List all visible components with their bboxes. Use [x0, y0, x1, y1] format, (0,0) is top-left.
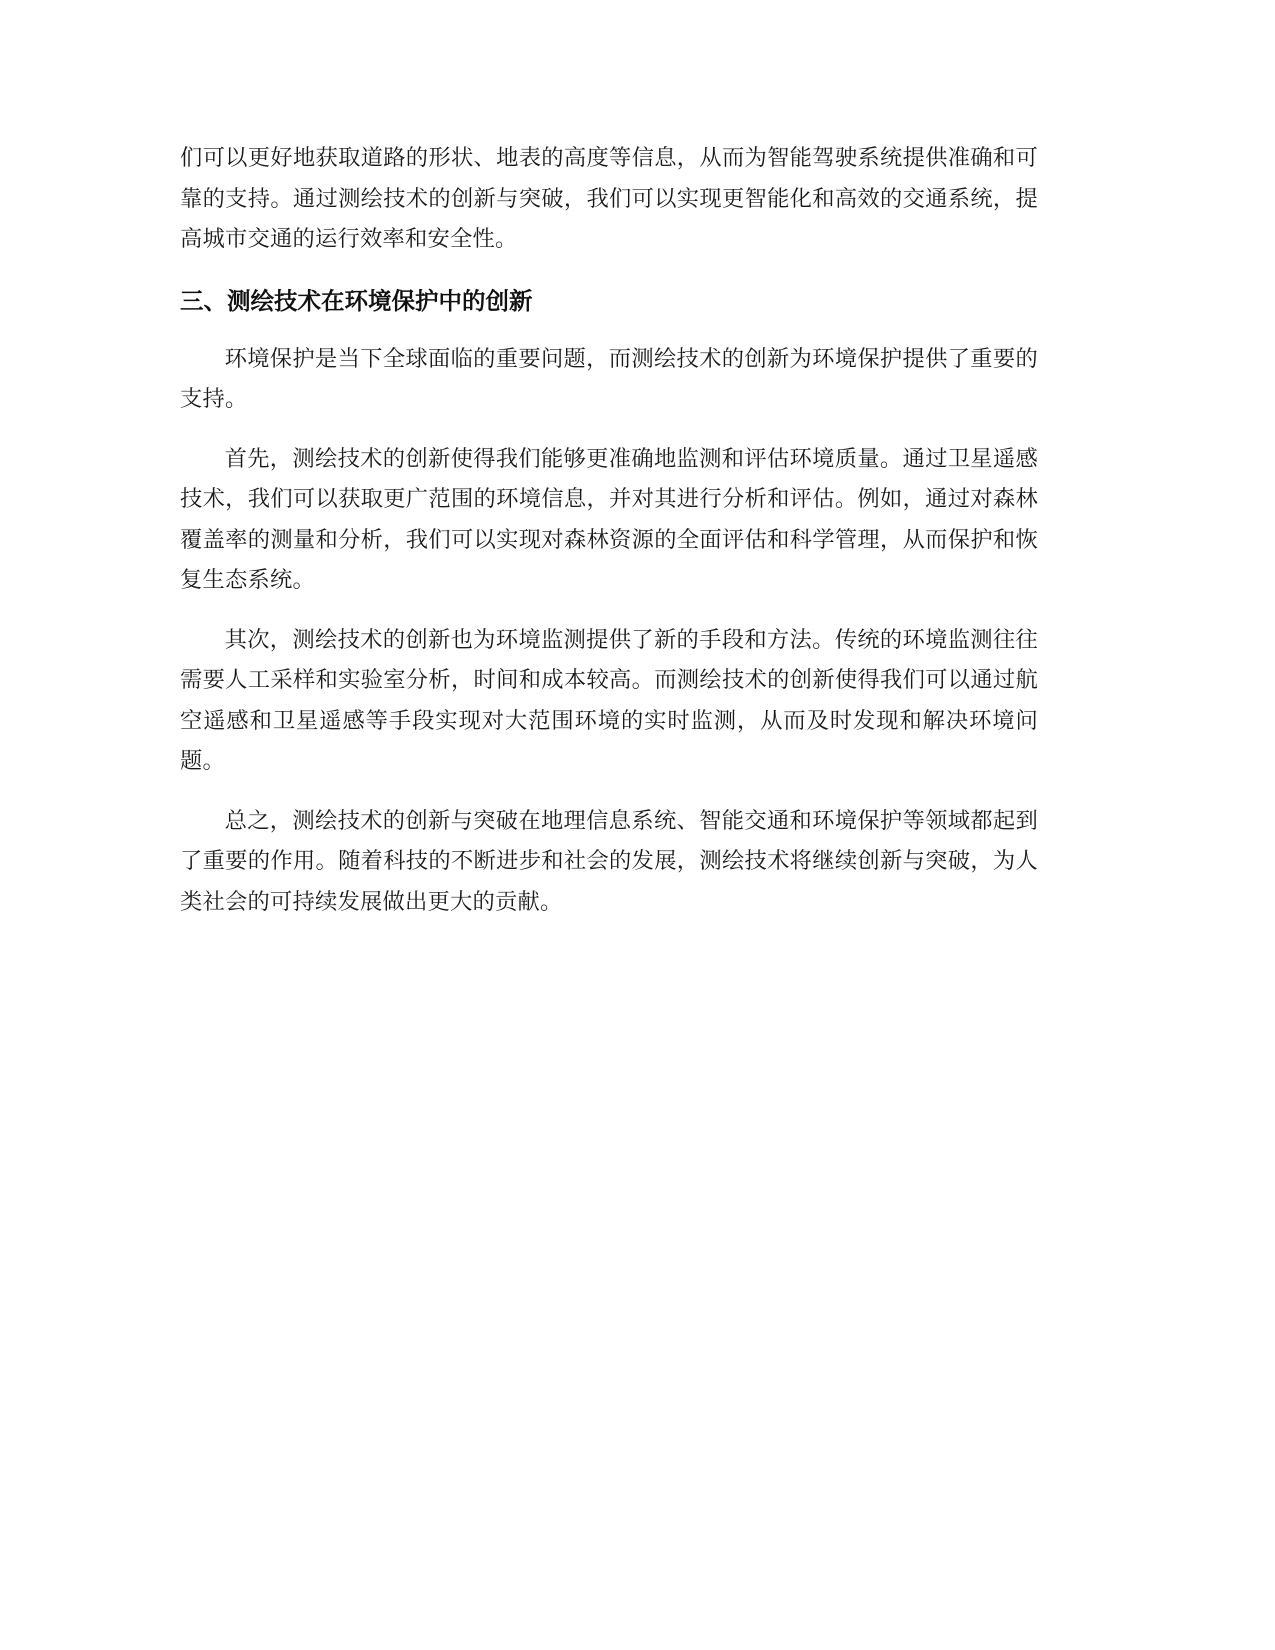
continuation-paragraph: 们可以更好地获取道路的形状、地表的高度等信息，从而为智能驾驶系统提供准确和可靠的支持。通过测绘技术的创新与突破，我们可以实现更智能化和高效的交通系统，提高城市交通的运行效率和安全性。	[180, 145, 1038, 252]
paragraph-second: 其次，测绘技术的创新也为环境监测提供了新的手段和方法。传统的环境监测往往需要人工采样和实验室分析，时间和成本较高。而测绘技术的创新使得我们可以通过航空遥感和卫星遥感等手段实现对大范围环境的实时监测，从而及时发现和解决环境问题。	[180, 626, 1038, 774]
section-heading: 三、测绘技术在环境保护中的创新	[180, 286, 533, 315]
document-body	[180, 138, 1038, 922]
paragraph-conclusion: 总之，测绘技术的创新与突破在地理信息系统、智能交通和环境保护等领域都起到了重要的作用。随着科技的不断进步和社会的发展，测绘技术将继续创新与突破，为人类社会的可持续发展做出更大的贡献。	[180, 807, 1038, 915]
paragraph-intro: 环境保护是当下全球面临的重要问题，而测绘技术的创新为环境保护提供了重要的支持。	[180, 345, 1038, 412]
paragraph-first: 首先，测绘技术的创新使得我们能够更准确地监测和评估环境质量。通过卫星遥感技术，我们可以获取更广范围的环境信息，并对其进行分析和评估。例如，通过对森林覆盖率的测量和分析，我们可以实现对森林资源的全面评估和科学管理，从而保护和恢复生态系统。	[180, 445, 1038, 593]
